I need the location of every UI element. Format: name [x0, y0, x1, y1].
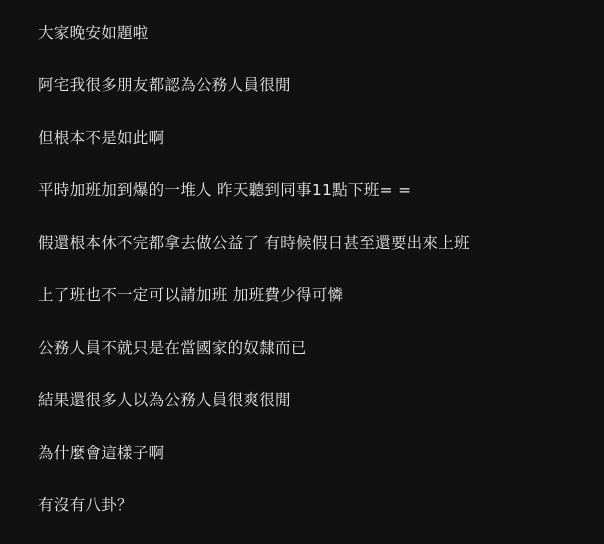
post-line: 平時加班加到爆的一堆人 昨天聽到同事11點下班= =: [38, 181, 412, 200]
line-spacer: [38, 254, 590, 284]
line-spacer: [38, 412, 590, 442]
post-line: 公務人員不就只是在當國家的奴隸而已: [38, 338, 307, 357]
post-line: 大家晚安如題啦: [38, 24, 149, 42]
line-spacer: [38, 307, 590, 337]
post-line: 假還根本休不完都拿去做公益了 有時候假日甚至還要出來上班: [38, 233, 470, 252]
post-line: 但根本不是如此啊: [38, 128, 165, 147]
top-spacer: [38, 8, 590, 22]
line-spacer: [38, 202, 590, 232]
line-spacer: [38, 44, 590, 74]
post-line: 上了班也不一定可以請加班 加班費少得可憐: [38, 286, 344, 305]
line-spacer: [38, 359, 590, 389]
post-line: 為什麼會這樣子啊: [38, 443, 165, 462]
post-line: 阿宅我很多朋友都認為公務人員很閒: [38, 76, 291, 95]
line-spacer: [38, 149, 590, 179]
post-line: 結果還很多人以為公務人員很爽很閒: [38, 391, 291, 410]
post-line: 有沒有八卦？: [38, 496, 133, 515]
line-spacer: [38, 97, 590, 127]
line-spacer: [38, 464, 590, 494]
